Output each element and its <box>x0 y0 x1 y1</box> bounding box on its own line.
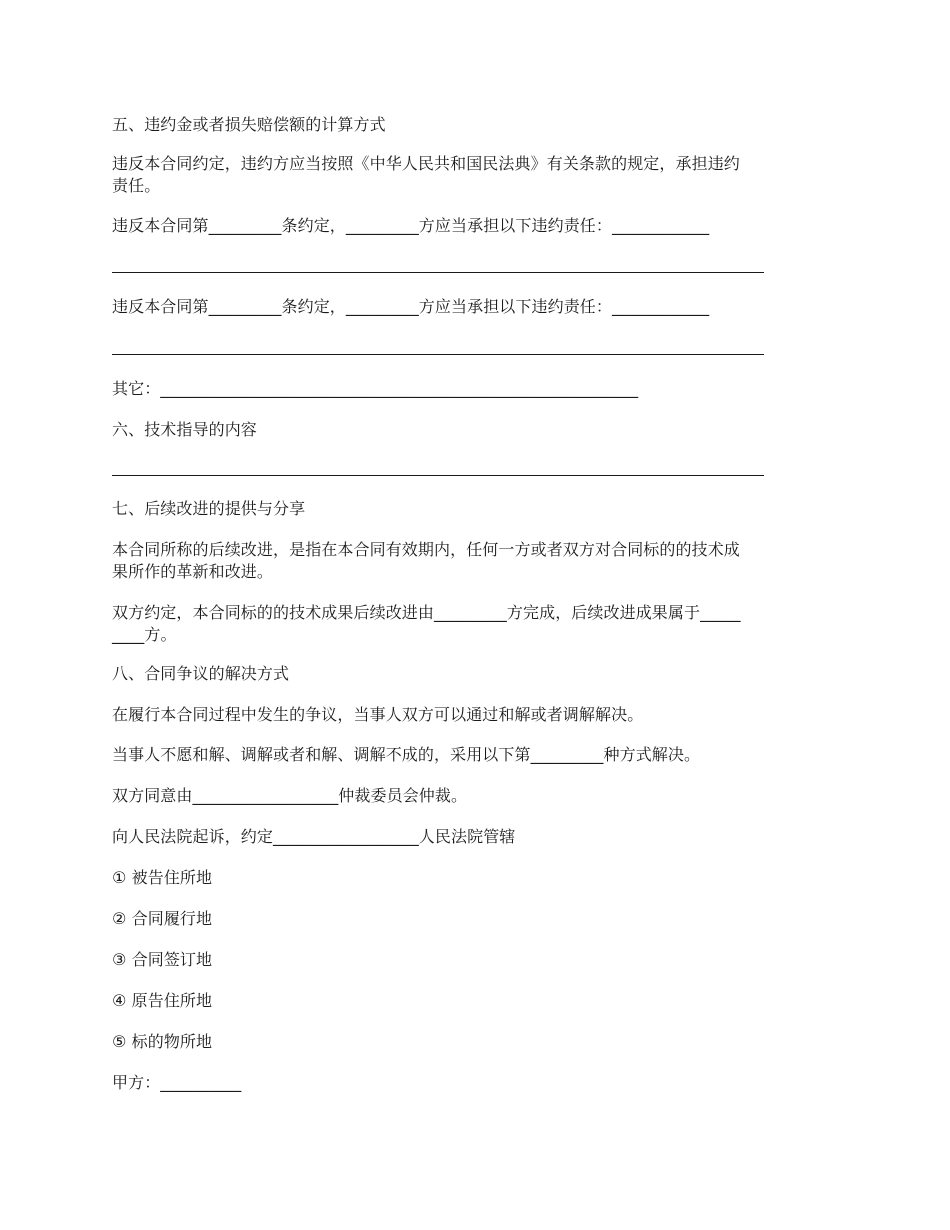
blank-line-2 <box>112 354 764 355</box>
breach-clause-2: 违反本合同第_________条约定，_________方应当承担以下违约责任：____________ <box>112 297 710 316</box>
venue-option-1: ① 被告住所地 <box>112 868 213 887</box>
section-8-paragraph-2: 当事人不愿和解、调解或者和解、调解不成的，采用以下第_________种方式解决。 <box>112 745 701 764</box>
blank-line-3 <box>112 475 764 476</box>
venue-option-5: ⑤ 标的物所地 <box>112 1032 213 1051</box>
section-7-agreement: 双方约定，本合同标的的技术成果后续改进由_________方完成，后续改进成果属于_____ ____方。 <box>112 603 741 644</box>
breach-clause-1: 违反本合同第_________条约定，_________方应当承担以下违约责任：____________ <box>112 216 710 235</box>
section-8-heading: 八、合同争议的解决方式 <box>112 664 290 683</box>
other-line: 其它：___________________________________________________________ <box>112 379 639 398</box>
section-6-heading: 六、技术指导的内容 <box>112 420 257 439</box>
blank-line-1 <box>112 272 764 273</box>
section-7-heading: 七、后续改进的提供与分享 <box>112 499 306 518</box>
party-a-signature-line: 甲方：__________ <box>112 1073 242 1092</box>
section-8-paragraph-1: 在履行本合同过程中发生的争议，当事人双方可以通过和解或者调解解决。 <box>112 705 644 724</box>
venue-option-4: ④ 原告住所地 <box>112 991 213 1010</box>
section-8-paragraph-3: 双方同意由__________________仲裁委员会仲裁。 <box>112 786 468 805</box>
venue-option-2: ② 合同履行地 <box>112 909 213 928</box>
section-5-heading: 五、违约金或者损失赔偿额的计算方式 <box>112 115 386 134</box>
section-8-paragraph-4: 向人民法院起诉，约定__________________人民法院管辖 <box>112 827 516 846</box>
venue-option-3: ③ 合同签订地 <box>112 950 213 969</box>
section-5-intro: 违反本合同约定，违约方应当按照《中华人民共和国民法典》有关条款的规定，承担违约 责任。 <box>112 154 740 195</box>
section-7-definition: 本合同所称的后续改进，是指在本合同有效期内，任何一方或者双方对合同标的的技术成 果所作的革新和改进。 <box>112 540 740 581</box>
